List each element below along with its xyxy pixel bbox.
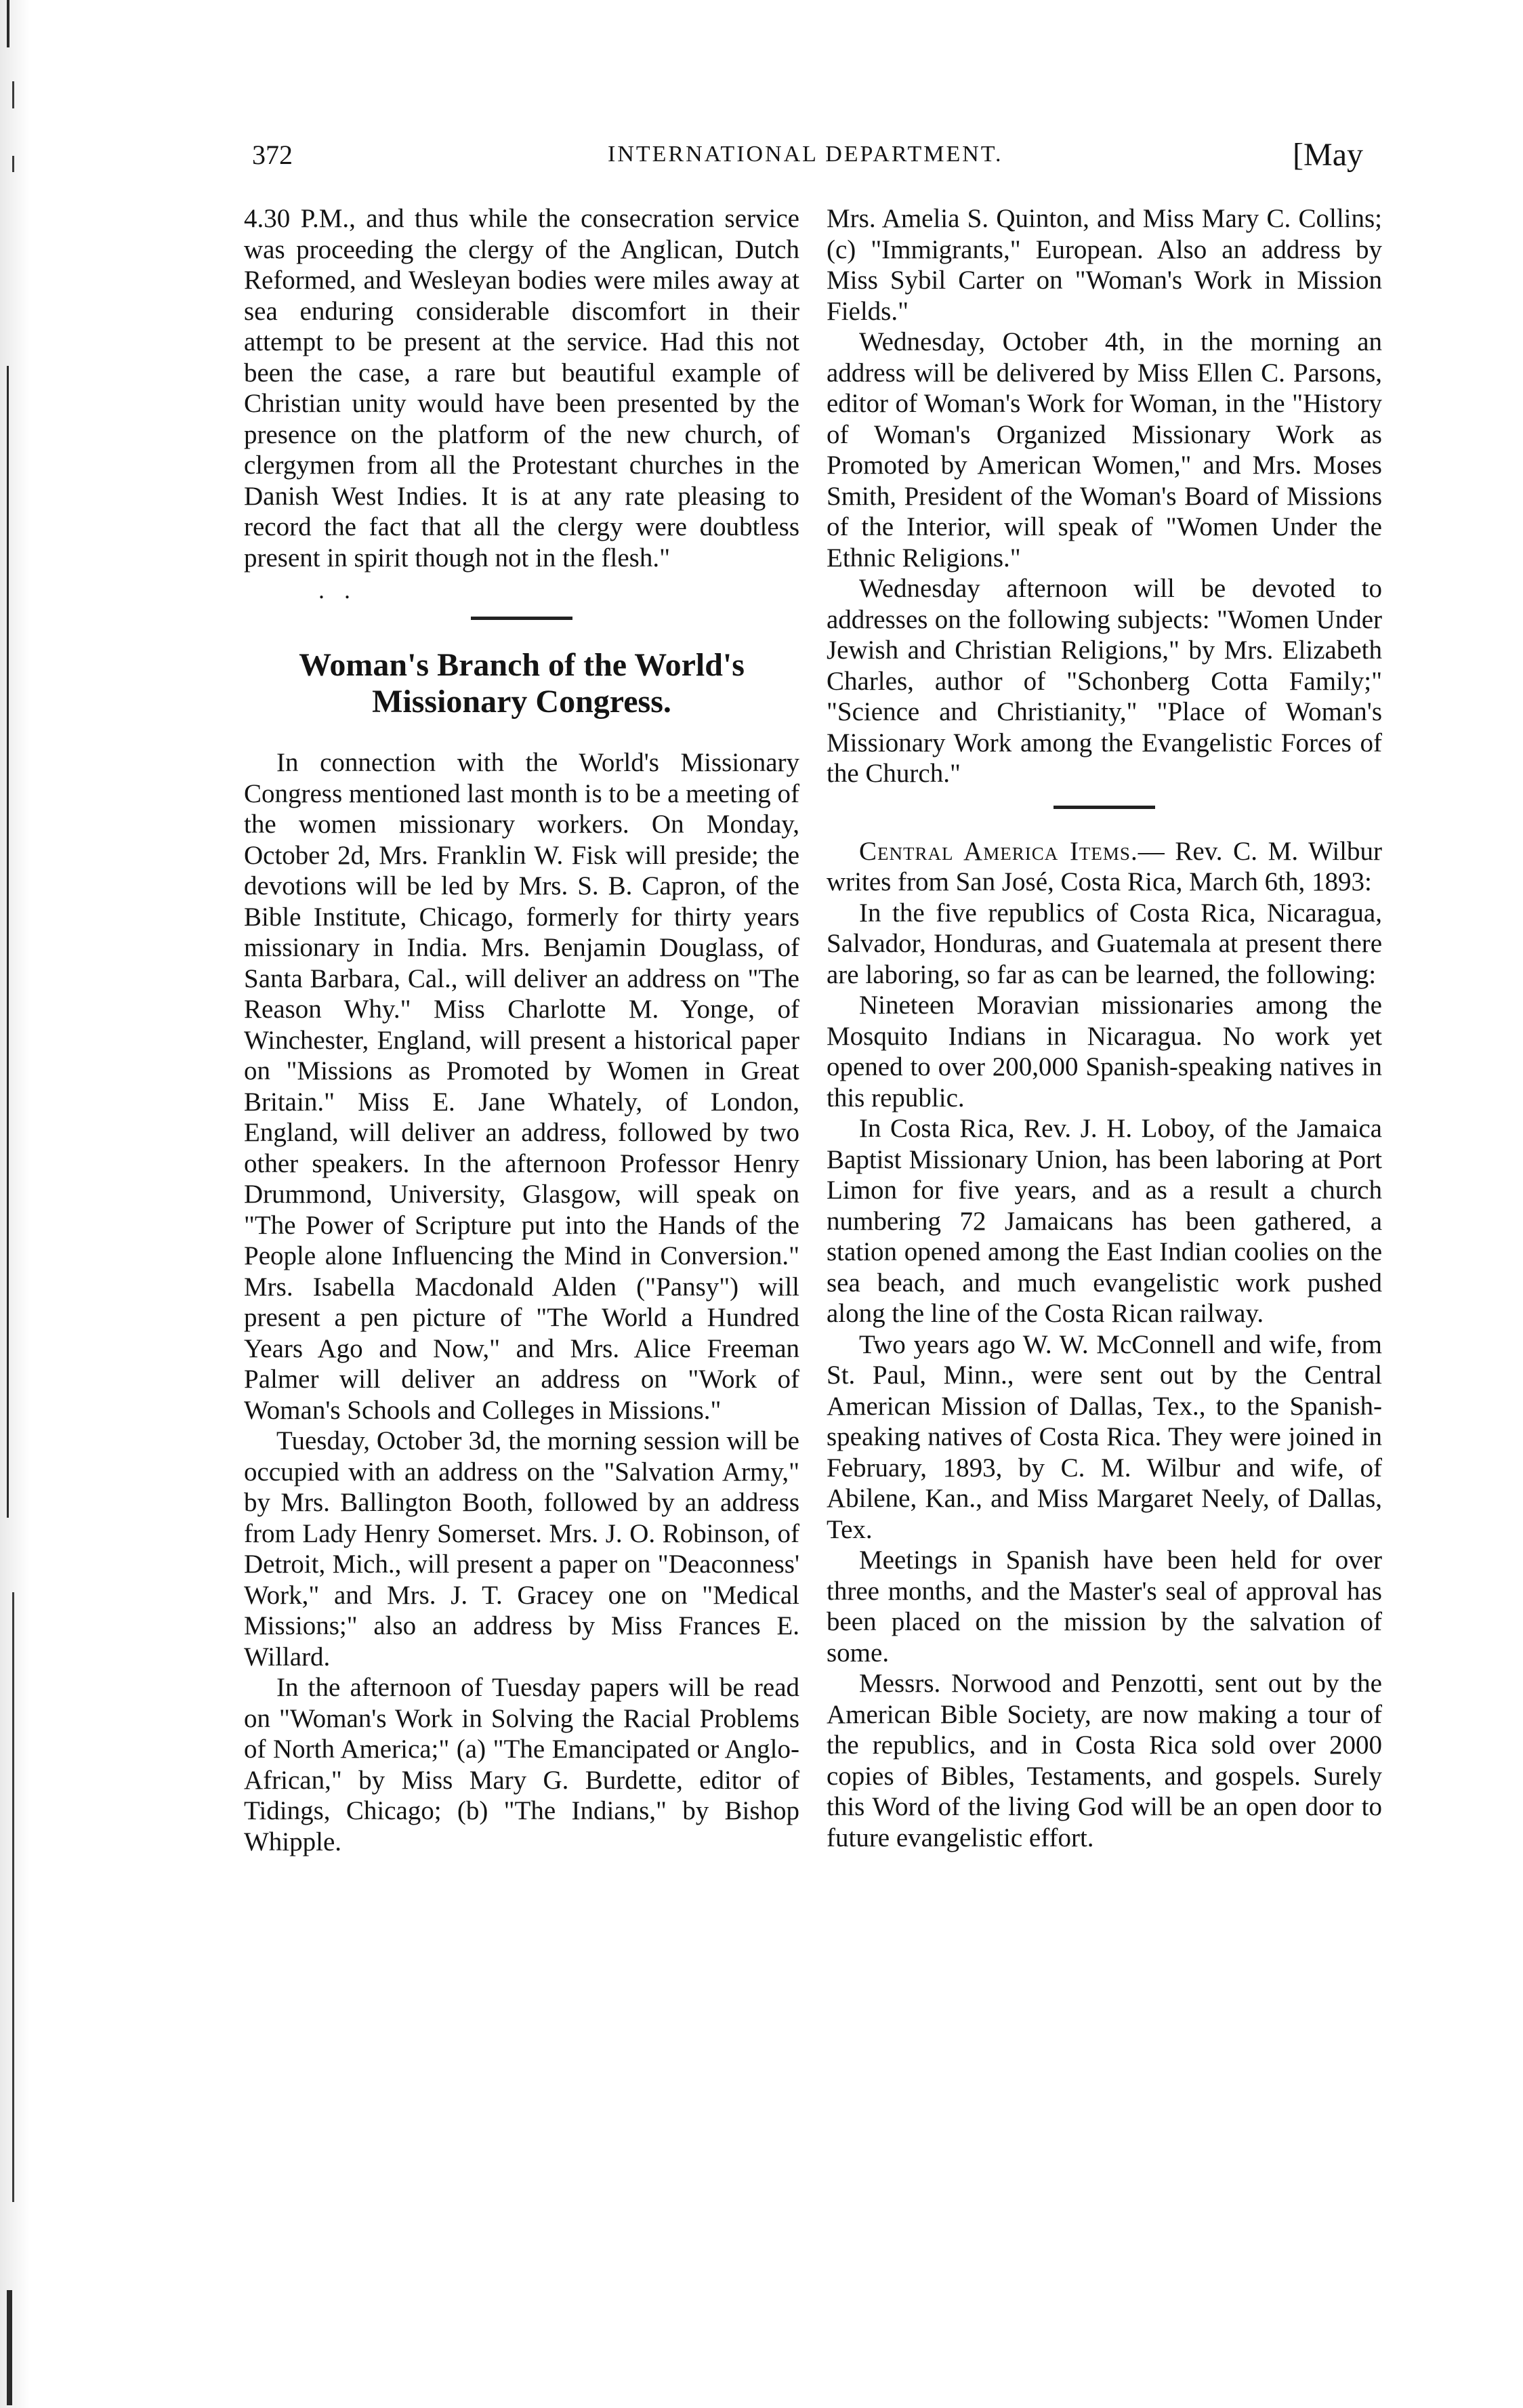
paragraph: Nineteen Moravian missionaries among the Mosquito Indians in Nicaragua. No work yet opened to over 200,000 Spanish-speaking natives in this republic. [827, 991, 1382, 1113]
paragraph: Two years ago W. W. McConnell and wife, from St. Paul, Minn., were sent out by the Central American Mission of Dallas, Tex., to the Spanish-speaking natives of Costa Rica. They were joined in February, 1893, by C. M. Wilbur and wife, of Abilene, Kan., and Miss Margaret Neely, of Dallas, Tex. [827, 1329, 1382, 1544]
binding-mark [12, 81, 14, 108]
page-number: 372 [252, 140, 293, 170]
central-america-intro [827, 836, 1382, 898]
paragraph: Wednesday afternoon will be devoted to addresses on the following subjects: "Women Under Jewish and Christian Religions," by Mrs. Elizabeth Charles, author of "Schonberg Cotta Family;" "Science and Christianity," "Place of Woman's Missionary Work among the Evangelistic Forces of the Church." [827, 574, 1382, 788]
binding-mark [7, 2290, 12, 2405]
paragraph: In the five republics of Costa Rica, Nicaragua, Salvador, Honduras, and Guatemala at present there are laboring, so far as can be learned, the following: [827, 898, 1382, 989]
paragraph: Meetings in Spanish have been held for over three months, and the Master's seal of approval has been placed on the mission by the salvation of some. [827, 1545, 1382, 1667]
central-america-intro-text: — Rev. C. M. Wilbur writes from San José, Costa Rica, March 6th, 1893: [827, 836, 1382, 896]
section-divider [471, 617, 572, 620]
paragraph-continued: 4.30 P.M., and thus while the consecration service was proceeding the clergy of the Anglican, Dutch Reformed, and Wesleyan bodies were miles away at sea enduring considerable discomfort in their attempt to be present at the service. Had this not been the case, a rare but beautiful example of Christian unity would have been presented by the presence on the platform of the new church, of clergymen from all the Protestant churches in the Danish West Indies. It is at any rate pleasing to record the fact that all the clergy were doubtless present in spirit though not in the flesh." [244, 204, 799, 573]
paragraph-continued: Mrs. Amelia S. Quinton, and Miss Mary C. Collins; (c) "Immigrants," European. Also an address by Miss Sybil Carter on "Woman's Work in Mission Fields." [827, 204, 1382, 326]
binding-mark [7, 366, 9, 1518]
binding-mark [12, 156, 14, 172]
right-column [827, 203, 1382, 1853]
paragraph: In Costa Rica, Rev. J. H. Loboy, of the Jamaica Baptist Missionary Union, has been laboring at Port Limon for five years, and as a result a church numbering 72 Jamaicans has been gathered, a station opened among the East Indian coolies on the sea beach, and much evangelistic work pushed along the line of the Costa Rican railway. [827, 1114, 1382, 1328]
paragraph: Wednesday, October 4th, in the morning an address will be delivered by Miss Ellen C. Parsons, editor of Woman's Work for Woman, in the "History of Woman's Organized Missionary Work as Promoted by American Women," and Mrs. Moses Smith, President of the Woman's Board of Missions of the Interior, will speak of "Women Under the Ethnic Religions." [827, 327, 1382, 573]
section-divider [1053, 806, 1155, 809]
binding-mark [7, 0, 9, 47]
paragraph: Messrs. Norwood and Penzotti, sent out by the American Bible Society, are now making a tour of the republics, and in Costa Rica sold over 2000 copies of Bibles, Testaments, and gospels. Surely this Word of the living God will be an open door to future evangelistic effort. [827, 1669, 1382, 1852]
page-binding-edge [0, 0, 30, 2408]
paragraph: In the afternoon of Tuesday papers will be read on "Woman's Work in Solving the Racial Problems of North America;" (a) "The Emancipated or Anglo-African," by Miss Mary G. Burdette, editor of Tidings, Chicago; (b) "The Indians," by Bishop Whipple. [244, 1673, 799, 1856]
section-title: Woman's Branch of the World's Missionary Congress. [299, 647, 745, 720]
stray-dots: . . [318, 577, 357, 604]
running-head: INTERNATIONAL DEPARTMENT. [608, 142, 1003, 167]
binding-mark [12, 1592, 14, 2202]
paragraph: Tuesday, October 3d, the morning session will be occupied with an address on the "Salvation Army," by Mrs. Ballington Booth, followed by an address from Lady Henry Somerset. Mrs. J. O. Robinson, of Detroit, Mich., will present a paper on "Deaconness' Work," and Mrs. J. T. Gracey one on "Medical Missions;" also an address by Miss Frances E. Willard. [244, 1426, 799, 1672]
paragraph: In connection with the World's Missionary Congress mentioned last month is to be a meeting of the women missionary workers. On Monday, October 2d, Mrs. Franklin W. Fisk will preside; the devotions will be led by Mrs. S. B. Capron, of the Bible Institute, Chicago, formerly for thirty years missionary in India. Mrs. Benjamin Douglass, of Santa Barbara, Cal., will deliver an address on "The Reason Why." Miss Charlotte M. Yonge, of Winchester, England, will present a historical paper on "Missions as Promoted by Women in Great Britain." Miss E. Jane Whately, of London, England, will deliver an address, followed by two other speakers. In the afternoon Professor Henry Drummond, University, Glasgow, will speak on "The Power of Scripture put into the Hands of the People alone Influencing the Mind in Conversion." Mrs. Isabella Macdonald Alden ("Pansy") will present a pen picture of "The World a Hundred Years Ago and Now," and Mrs. Alice Freeman Palmer will deliver an address on "Work of Woman's Schools and Colleges in Missions." [244, 748, 799, 1425]
page-header [252, 139, 1363, 180]
left-column [244, 203, 799, 1857]
central-america-heading: Central America Items. [859, 836, 1138, 866]
header-month: [May [1293, 137, 1363, 173]
